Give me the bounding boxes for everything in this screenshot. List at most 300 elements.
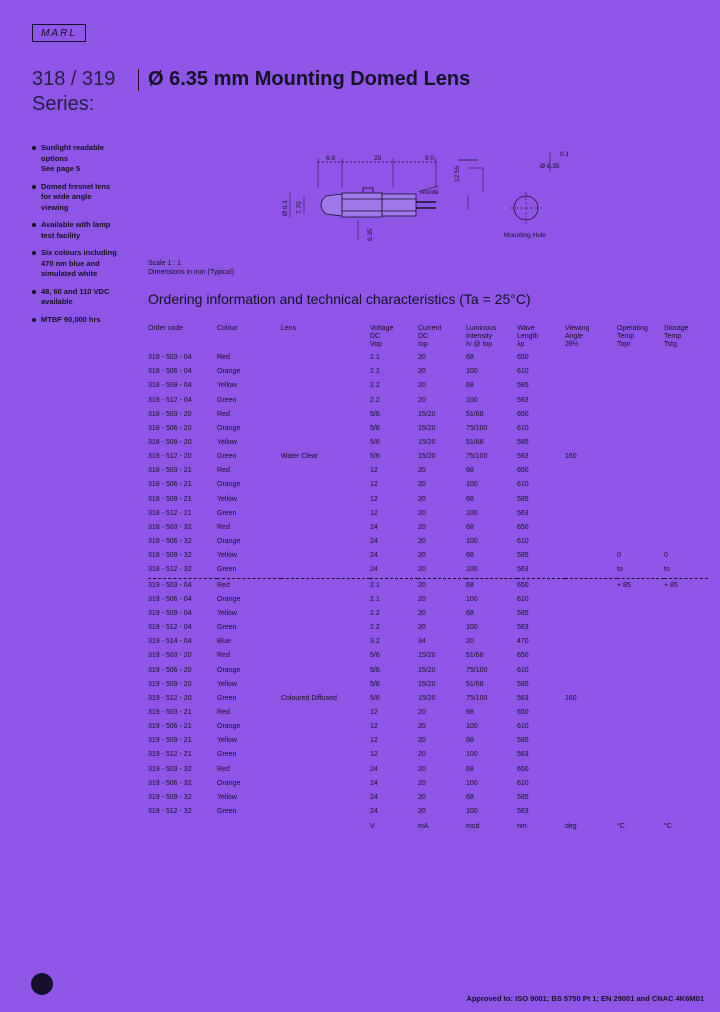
table-cell: Green [217,808,237,816]
table-cell: 75/100 [466,453,488,461]
table-cell: 5/6 [370,666,380,674]
dim-12-55: 12.55 [454,165,461,182]
table-cell: 318 - 503 - 04 [148,354,192,362]
table-cell: 20 [418,481,426,489]
table-cell [617,777,664,791]
table-row [148,478,708,492]
table-cell: 318 - 512 - 20 [148,453,192,461]
table-cell: 563 [517,694,529,702]
table-cell [664,507,708,521]
table-cell [617,763,664,777]
table-row [148,763,708,777]
table-cell: Green [217,566,237,574]
title-divider [138,69,139,91]
table-cell [617,706,664,720]
table-cell: 15/20 [418,652,436,660]
table-cell: 650 [517,467,529,475]
table-cell: 319 - 509 - 21 [148,737,192,745]
table-cell [565,593,617,607]
table-cell: 585 [517,737,529,745]
dim-6-1: Ø 6.1 [282,200,289,216]
table-cell [617,535,664,549]
column-header [148,325,217,351]
table-cell: 318 - 509 - 32 [148,552,192,560]
table-row [148,535,708,549]
table-cell: 5/6 [370,694,380,702]
table-cell [617,379,664,393]
table-cell: 318 - 503 - 32 [148,523,192,531]
column-header-line: Intensity [466,333,493,340]
feature-item [32,248,144,280]
unit-cell: nm [517,823,527,831]
table-cell: to [664,566,670,574]
table-cell: 20 [418,495,426,503]
dim-6-35-vertical: 6.35 [367,228,374,241]
table-cell [565,408,617,422]
table-row [148,706,708,720]
column-header-line: Temp [664,333,682,340]
table-cell: 12 [370,737,378,745]
table-row [148,578,708,593]
table-cell: 15/20 [418,680,436,688]
table-cell: Water Clear [281,453,319,461]
table-row [148,450,708,464]
table-row [148,493,708,507]
table-cell: Green [217,751,237,759]
unit-cell [281,819,370,835]
table-cell: 2.1 [370,578,418,593]
marl-logo: MARL [32,24,86,42]
table-cell: Green [217,453,237,461]
table-cell [281,351,370,365]
table-cell [617,805,664,819]
column-header-line: Iv @ Iop [466,341,493,348]
table-cell [281,706,370,720]
unit-cell: deg [565,823,577,831]
table-cell: 15/20 [418,694,436,702]
table-cell: 650 [517,410,529,418]
table-cell: 12 [370,723,378,731]
table-cell: 585 [517,680,529,688]
table-cell: 2.2 [370,396,380,404]
table-cell: 20 [418,708,426,716]
table-cell [281,635,370,649]
table-cell [565,635,617,649]
table-cell [281,763,370,777]
table-cell [565,521,617,535]
table-cell [565,763,617,777]
table-cell: 319 - 512 - 32 [148,808,192,816]
table-cell [617,734,664,748]
table-cell [664,478,708,492]
table-cell: Red [217,708,230,716]
feature-line: Available with lamp [41,220,111,229]
table-cell: 2.1 [370,354,380,362]
feature-line: simulated white [41,269,98,278]
table-cell [664,408,708,422]
dim-7-70: 7.70 [296,201,303,214]
table-cell: 319 - 512 - 04 [148,624,192,632]
table-cell [565,663,617,677]
feature-item [32,315,144,326]
table-cell: 20 [418,578,466,593]
table-cell: 51/68 [466,680,484,688]
unit-cell: °C [664,823,672,831]
feature-list [32,143,144,332]
table-row [148,621,708,635]
ordering-table [148,325,708,835]
table-cell [565,464,617,478]
column-header-line: 2θ½ [565,341,579,348]
table-cell [565,791,617,805]
table-cell: 100 [466,723,478,731]
table-cell: Green [217,396,237,404]
table-cell: 5/6 [370,439,380,447]
table-cell [281,408,370,422]
table-row [148,393,708,407]
table-cell [565,678,617,692]
table-cell: 100 [466,566,478,574]
table-cell: 20 [418,751,426,759]
column-header-line: λp [517,341,525,348]
table-cell: 5/6 [370,424,380,432]
table-cell: 319 - 503 - 21 [148,708,192,716]
table-cell: Yellow [217,439,237,447]
table-cell: Green [217,694,237,702]
table-cell: 20 [418,368,426,376]
table-cell [664,621,708,635]
unit-cell: °C [617,823,625,831]
table-cell: 68 [466,467,474,475]
table-cell [281,678,370,692]
table-row [148,365,708,379]
table-cell: 12 [370,467,378,475]
table-cell [664,635,708,649]
column-header [217,325,281,351]
table-cell: 319 - 503 - 32 [148,765,192,773]
table-cell: 610 [517,368,529,376]
table-cell: 319 - 506 - 04 [148,595,192,603]
table-cell: 610 [517,779,529,787]
table-cell [617,507,664,521]
table-cell: 15/20 [418,424,436,432]
table-cell: 318 - 512 - 04 [148,396,192,404]
table-cell: 24 [370,765,378,773]
table-cell: 318 - 512 - 32 [148,566,192,574]
table-cell [617,351,664,365]
column-header-line: Viewing [565,325,590,332]
table-cell [281,521,370,535]
table-cell: 585 [517,382,529,390]
column-header-line: Operating [617,325,648,332]
table-cell [617,748,664,762]
unit-cell: V [370,823,375,831]
table-cell [565,351,617,365]
feature-item [32,220,144,241]
table-cell: 24 [370,808,378,816]
table-cell: 20 [418,523,426,531]
table-cell: 319 - 512 - 20 [148,694,192,702]
table-row [148,464,708,478]
table-cell: 68 [466,609,474,617]
table-cell: 470 [517,638,529,646]
table-row [148,678,708,692]
table-cell [565,649,617,663]
feature-item [32,182,144,214]
table-cell [565,734,617,748]
table-cell: 319 - 512 - 21 [148,751,192,759]
table-cell: 20 [418,737,426,745]
table-cell: 3.2 [370,638,380,646]
table-cell [565,393,617,407]
table-cell: 15/20 [418,410,436,418]
table-cell: 20 [418,793,426,801]
table-cell: 319 - 503 - 04 [148,578,217,593]
table-cell [617,635,664,649]
table-cell: 20 [418,723,426,731]
table-cell: 319 - 506 - 32 [148,779,192,787]
table-cell: 20 [418,808,426,816]
table-cell: Red [217,578,281,593]
table-cell: + 85 [664,578,708,593]
column-header-line: DC [418,333,429,340]
table-cell [664,805,708,819]
table-cell: 318 - 509 - 20 [148,439,192,447]
column-header [565,325,617,351]
table-cell: Orange [217,481,241,489]
column-header-line: Iop [418,341,428,348]
table-cell: 12 [370,509,378,517]
table-cell [617,521,664,535]
feature-line: viewing [41,202,69,212]
table-cell: Yellow [217,680,237,688]
table-cell: 610 [517,666,529,674]
table-cell: 585 [517,609,529,617]
table-cell: 12 [370,481,378,489]
table-cell: 75/100 [466,424,488,432]
column-header [517,325,565,351]
table-cell: 51/68 [466,410,484,418]
table-cell [281,663,370,677]
table-row [148,507,708,521]
table-row [148,692,708,706]
table-cell [664,663,708,677]
table-cell [617,621,664,635]
table-cell [664,379,708,393]
table-cell: Yellow [217,495,237,503]
table-cell [565,549,617,563]
table-cell: Orange [217,595,241,603]
table-cell [664,535,708,549]
feature-line: options [41,153,69,163]
table-cell: Orange [217,666,241,674]
table-cell: Yellow [217,737,237,745]
table-cell: 2.2 [370,624,380,632]
scale-line: Scale 1 : 1 [148,260,182,267]
table-cell [664,450,708,464]
table-cell: 585 [517,793,529,801]
table-cell: 68 [466,793,474,801]
feature-line: Domed fresnel lens [41,181,111,191]
table-cell: 160 [565,453,577,461]
table-cell: 563 [517,509,529,517]
hole-diameter: Ø 6.35 [540,163,560,170]
table-cell [617,493,664,507]
series-label: Series: [32,93,95,115]
table-cell [281,478,370,492]
table-cell: 5/6 [370,453,380,461]
table-cell [565,507,617,521]
column-header-line: Wave [517,325,535,332]
table-cell: Red [217,354,230,362]
table-cell: Green [217,509,237,517]
table-cell: 100 [466,808,478,816]
unit-cell: mA [418,823,429,831]
table-cell: Red [217,652,230,660]
table-cell: Red [217,523,230,531]
hole-tolerance: 0.1 [560,151,570,158]
table-cell [281,607,370,621]
table-cell: 318 - 506 - 20 [148,424,192,432]
table-cell [617,478,664,492]
unit-cell [217,819,281,835]
table-cell [281,365,370,379]
table-cell: Yellow [217,609,237,617]
table-cell: Orange [217,368,241,376]
column-header-line: Current [418,325,442,332]
table-cell [664,692,708,706]
table-cell [565,478,617,492]
table-cell [617,663,664,677]
table-cell: 20 [466,638,474,646]
page-marker-dot [31,973,53,995]
table-cell: 100 [466,509,478,517]
table-cell: 650 [517,523,529,531]
anode-label: Anode [420,189,439,196]
table-cell: 20 [418,609,426,617]
table-cell: 24 [370,779,378,787]
table-cell [281,621,370,635]
table-cell [664,365,708,379]
column-header-line: Lens [281,325,297,332]
table-cell [664,436,708,450]
table-cell: Red [217,467,230,475]
table-cell: 563 [517,751,529,759]
table-cell: 319 - 514 - 04 [148,638,192,646]
table-row [148,791,708,805]
table-cell [617,393,664,407]
table-cell: 610 [517,481,529,489]
table-cell: Blue [217,638,232,646]
table-cell: 68 [466,578,517,593]
mounting-hole-drawing [510,192,542,224]
dim-6-9: 6.9 [326,155,336,162]
table-cell [664,791,708,805]
dimensions-note: Dimensions in mm (Typical) [148,269,234,276]
table-cell [281,777,370,791]
table-cell [565,777,617,791]
table-cell: 20 [418,538,426,546]
table-cell: 100 [466,538,478,546]
feature-line: Six colours including [41,248,117,257]
table-cell: 610 [517,538,529,546]
table-cell [565,422,617,436]
table-cell [281,578,370,593]
table-row [148,521,708,535]
table-cell: 563 [517,624,529,632]
feature-line: Sunlight readable [41,143,104,152]
feature-item [32,143,144,175]
feature-line: for wide angle [41,192,92,201]
table-cell: Yellow [217,552,237,560]
table-cell [281,720,370,734]
column-header-line: Storage [664,325,689,332]
column-header-line: Luminous [466,325,497,332]
table-cell: 0 [617,552,621,560]
table-cell [281,563,370,578]
table-cell [565,748,617,762]
table-cell: 68 [466,523,474,531]
table-cell: 319 - 506 - 21 [148,723,192,731]
table-cell [281,379,370,393]
table-cell: 100 [466,624,478,632]
table-cell: 318 - 503 - 21 [148,467,192,475]
table-cell: 319 - 506 - 20 [148,666,192,674]
table-cell: 5/6 [370,410,380,418]
table-cell: 318 - 512 - 21 [148,509,192,517]
table-cell: 51/68 [466,439,484,447]
table-cell: 24 [370,793,378,801]
table-cell [565,493,617,507]
table-cell [617,365,664,379]
table-cell: 563 [517,808,529,816]
table-cell: 100 [466,595,478,603]
table-cell [664,777,708,791]
table-cell [617,464,664,478]
table-cell: 15/20 [418,439,436,447]
table-cell: 75/100 [466,694,488,702]
feature-line: test facility [41,230,81,240]
feature-line: 48, 60 and 110 VDC [41,286,110,296]
table-header-row [148,325,708,351]
table-cell [565,535,617,549]
table-cell [617,720,664,734]
feature-line: See page 5 [41,164,81,173]
scale-note [148,259,234,277]
table-cell [664,607,708,621]
table-cell: 585 [517,552,529,560]
table-cell: 2.2 [370,382,380,390]
table-cell: Green [217,624,237,632]
table-cell: 20 [418,765,426,773]
ordering-title: Ordering information and technical characteristics (Ta = 25°C) [148,291,531,307]
table-cell: 650 [517,708,529,716]
table-cell: 563 [517,566,529,574]
table-cell [281,507,370,521]
table-cell: 650 [517,354,529,362]
table-cell: 68 [466,765,474,773]
table-cell [617,436,664,450]
table-cell: 20 [418,552,426,560]
table-cell: 15/20 [418,453,436,461]
series-numbers: 318 / 319 [32,68,116,90]
led-body [321,188,416,217]
feature-line: available [41,297,73,306]
column-header [370,325,418,351]
feature-line: MTBF 90,000 hrs [41,314,101,324]
column-header [281,325,370,351]
table-cell: 650 [517,652,529,660]
